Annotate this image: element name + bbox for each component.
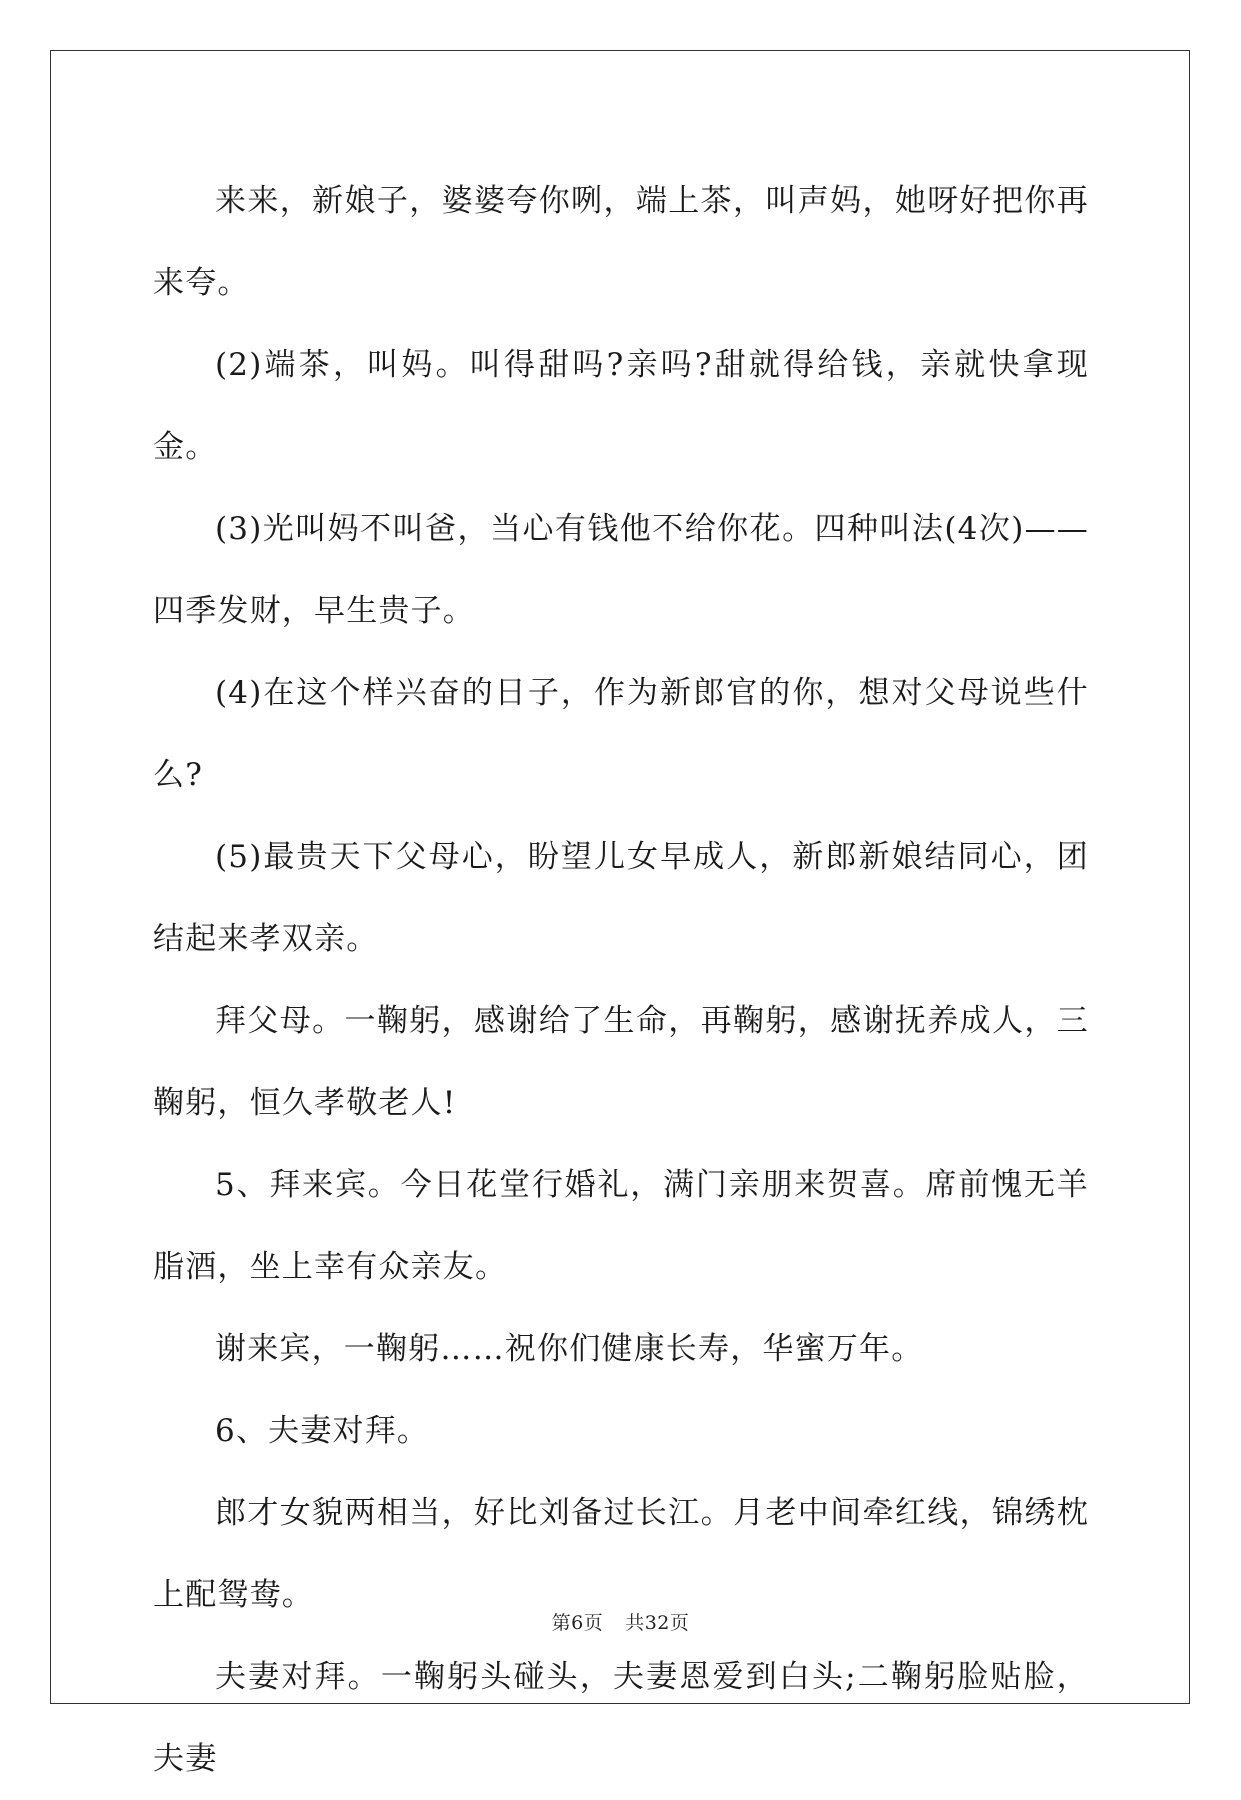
current-page-number: 第6页: [551, 1612, 604, 1634]
paragraph: (2)端茶，叫妈。叫得甜吗?亲吗?甜就得给钱，亲就快拿现金。: [153, 347, 1089, 465]
paragraph: (3)光叫妈不叫爸，当心有钱他不给你花。四种叫法(4次)——四季发财，早生贵子。: [153, 511, 1089, 629]
document-body: [153, 160, 1089, 1800]
page-footer: [0, 1608, 1241, 1635]
paragraph: (5)最贵天下父母心，盼望儿女早成人，新郎新娘结同心，团结起来孝双亲。: [153, 839, 1089, 957]
paragraph: 来来，新娘子，婆婆夸你咧，端上茶，叫声妈，她呀好把你再来夸。: [153, 183, 1089, 301]
total-page-count: 共32页: [625, 1612, 690, 1634]
paragraph: 5、拜来宾。今日花堂行婚礼，满门亲朋来贺喜。席前愧无羊脂酒，坐上幸有众亲友。: [153, 1167, 1089, 1285]
paragraph: 夫妻对拜。一鞠躬头碰头，夫妻恩爱到白头;二鞠躬脸贴脸，夫妻: [153, 1659, 1089, 1777]
paragraph: (4)在这个样兴奋的日子，作为新郎官的你，想对父母说些什么?: [153, 675, 1089, 793]
paragraph: 6、夫妻对拜。: [215, 1413, 430, 1449]
paragraph: 谢来宾，一鞠躬……祝你们健康长寿，华蜜万年。: [215, 1331, 924, 1367]
paragraph: 拜父母。一鞠躬，感谢给了生命，再鞠躬，感谢抚养成人，三鞠躬，恒久孝敬老人!: [153, 1003, 1089, 1121]
paragraph: 郎才女貌两相当，好比刘备过长江。月老中间牵红线，锦绣枕上配鸳鸯。: [153, 1495, 1089, 1613]
